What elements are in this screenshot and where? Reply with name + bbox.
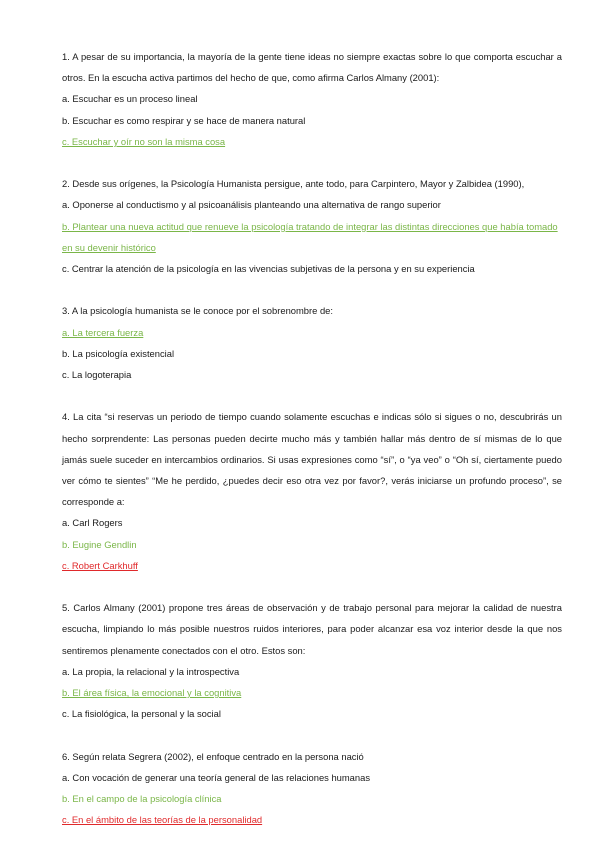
option-a-correct: a. La tercera fuerza [62, 326, 144, 338]
option-c: c. La fisiológica, la personal y la social [62, 708, 221, 720]
option-a: a. Carl Rogers [62, 517, 123, 529]
question-stem: 6. Según relata Segrera (2002), el enfoque centrado en la persona nació [62, 750, 364, 762]
option-a: a. La propia, la relacional y la introspectiva [62, 665, 240, 677]
question-stem: 4. La cita “si reservas un periodo de tiempo cuando solamente escuchas e indicas sólo si sigues o no, descubrirás un hecho sorprendente: Las personas pueden decirte mucho más y también hallar más dentro de sí mismas de lo que jamás suele suceder en intercambios ordinarios. Si usas expresiones como “sí”, o “ya veo” o “Oh sí, ciertamente puedo ver cómo te sientes” “Me he perdido, ¿puedes decir eso otra vez por favor?, verás iniciarse un profundo proceso”, se corresponde a: [62, 411, 562, 508]
question-1 [62, 46, 562, 152]
question-6 [62, 746, 562, 831]
question-3 [62, 300, 562, 385]
option-c-wrong: c. En el ámbito de las teorías de la personalidad [62, 814, 263, 826]
question-stem: 3. A la psicología humanista se le conoce por el sobrenombre de: [62, 305, 333, 317]
question-stem: 1. A pesar de su importancia, la mayoría de la gente tiene ideas no siempre exactas sobre lo que comporta escuchar a otros. En la escucha activa partimos del hecho de que, como afirma Carlos Almany (2001): [62, 51, 562, 84]
option-b-correct: b. Plantear una nueva actitud que renueve la psicología tratando de integrar las distintas direcciones que había tomado en su devenir histórico [62, 220, 558, 253]
option-b: b. Escuchar es como respirar y se hace de manera natural [62, 114, 306, 126]
option-c: c. Centrar la atención de la psicología en las vivencias subjetivas de la persona y en su experiencia [62, 263, 475, 275]
option-b-correct: b. El área física, la emocional y la cognitiva [62, 687, 242, 699]
question-list [62, 46, 562, 852]
question-stem: 5. Carlos Almany (2001) propone tres áreas de observación y de trabajo personal para mejorar la calidad de nuestra escucha, limpiando lo más posible nuestros ruidos interiores, para poder alcanzar esa voz interior desde la que nos sentiremos plenamente conectados con el otro. Estos son: [62, 602, 562, 656]
option-b-correct: b. En el campo de la psicología clínica [62, 793, 222, 805]
option-b-correct: b. Eugine Gendlin [62, 538, 137, 550]
option-a: a. Oponerse al conductismo y al psicoanálisis planteando una alternativa de rango superior [62, 199, 441, 211]
option-a: a. Escuchar es un proceso lineal [62, 93, 198, 105]
option-b: b. La psicología existencial [62, 347, 175, 359]
option-c-wrong: c. Robert Carkhuff [62, 559, 138, 571]
option-c-correct: c. Escuchar y oír no son la misma cosa [62, 135, 226, 147]
option-a: a. Con vocación de generar una teoría general de las relaciones humanas [62, 771, 371, 783]
option-c: c. La logoterapia [62, 369, 132, 381]
question-2 [62, 173, 562, 279]
question-5 [62, 597, 562, 724]
question-stem: 2. Desde sus orígenes, la Psicología Humanista persigue, ante todo, para Carpintero, Mayor y Zalbidea (1990), [62, 178, 525, 190]
question-4 [62, 406, 562, 576]
